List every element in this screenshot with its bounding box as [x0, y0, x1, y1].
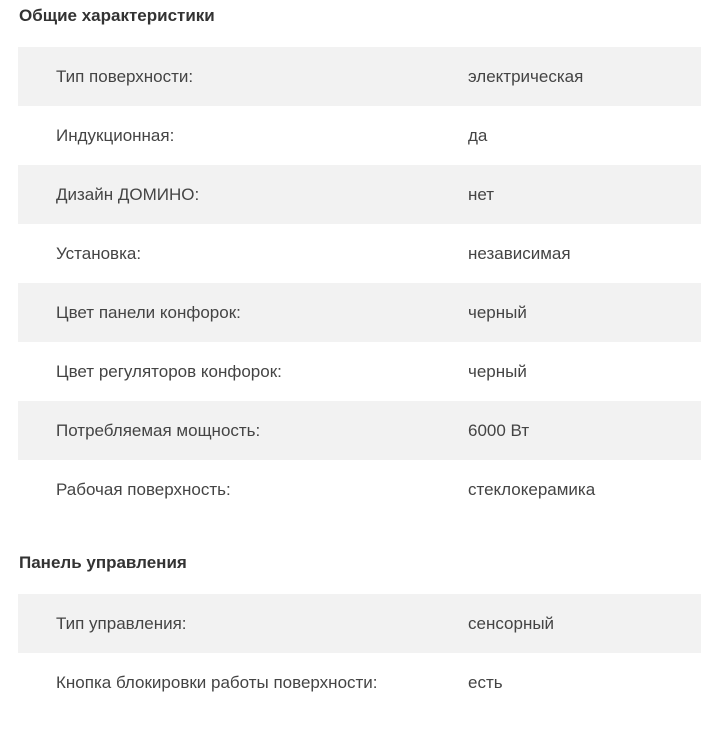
- spec-value: есть: [468, 673, 503, 692]
- spec-value: 6000 Вт: [468, 421, 530, 440]
- spec-row-lock-button: [18, 653, 701, 712]
- spec-value: независимая: [468, 244, 571, 263]
- spec-row-knob-color: [18, 342, 701, 401]
- section-title: Панель управления: [19, 553, 187, 572]
- spec-row-installation: [18, 224, 701, 283]
- spec-table: [18, 594, 701, 712]
- spec-value: электрическая: [468, 67, 584, 86]
- spec-label: Цвет панели конфорок:: [56, 303, 241, 322]
- spec-row-work-surface: [18, 460, 701, 519]
- spec-label: Дизайн ДОМИНО:: [56, 185, 200, 204]
- section-title: Общие характеристики: [19, 6, 215, 25]
- spec-row-induction: [18, 106, 701, 165]
- spec-label: Установка:: [56, 244, 142, 263]
- spec-value: да: [468, 126, 488, 145]
- spec-row-surface-type: [18, 47, 701, 106]
- spec-row-control-type: [18, 594, 701, 653]
- spec-label: Цвет регуляторов конфорок:: [56, 362, 282, 381]
- spec-label: Потребляемая мощность:: [56, 421, 261, 440]
- spec-label: Индукционная:: [56, 126, 175, 145]
- spec-label: Тип управления:: [56, 614, 187, 633]
- spec-value: стеклокерамика: [468, 480, 596, 499]
- spec-row-panel-color: [18, 283, 701, 342]
- spec-row-power: [18, 401, 701, 460]
- spec-row-domino: [18, 165, 701, 224]
- spec-label: Рабочая поверхность:: [56, 480, 231, 499]
- spec-value: нет: [468, 185, 495, 204]
- spec-table: [18, 47, 701, 519]
- spec-value: черный: [468, 303, 527, 322]
- spec-label: Тип поверхности:: [56, 67, 194, 86]
- spec-label: Кнопка блокировки работы поверхности:: [56, 673, 378, 692]
- spec-value: сенсорный: [468, 614, 555, 633]
- spec-value: черный: [468, 362, 527, 381]
